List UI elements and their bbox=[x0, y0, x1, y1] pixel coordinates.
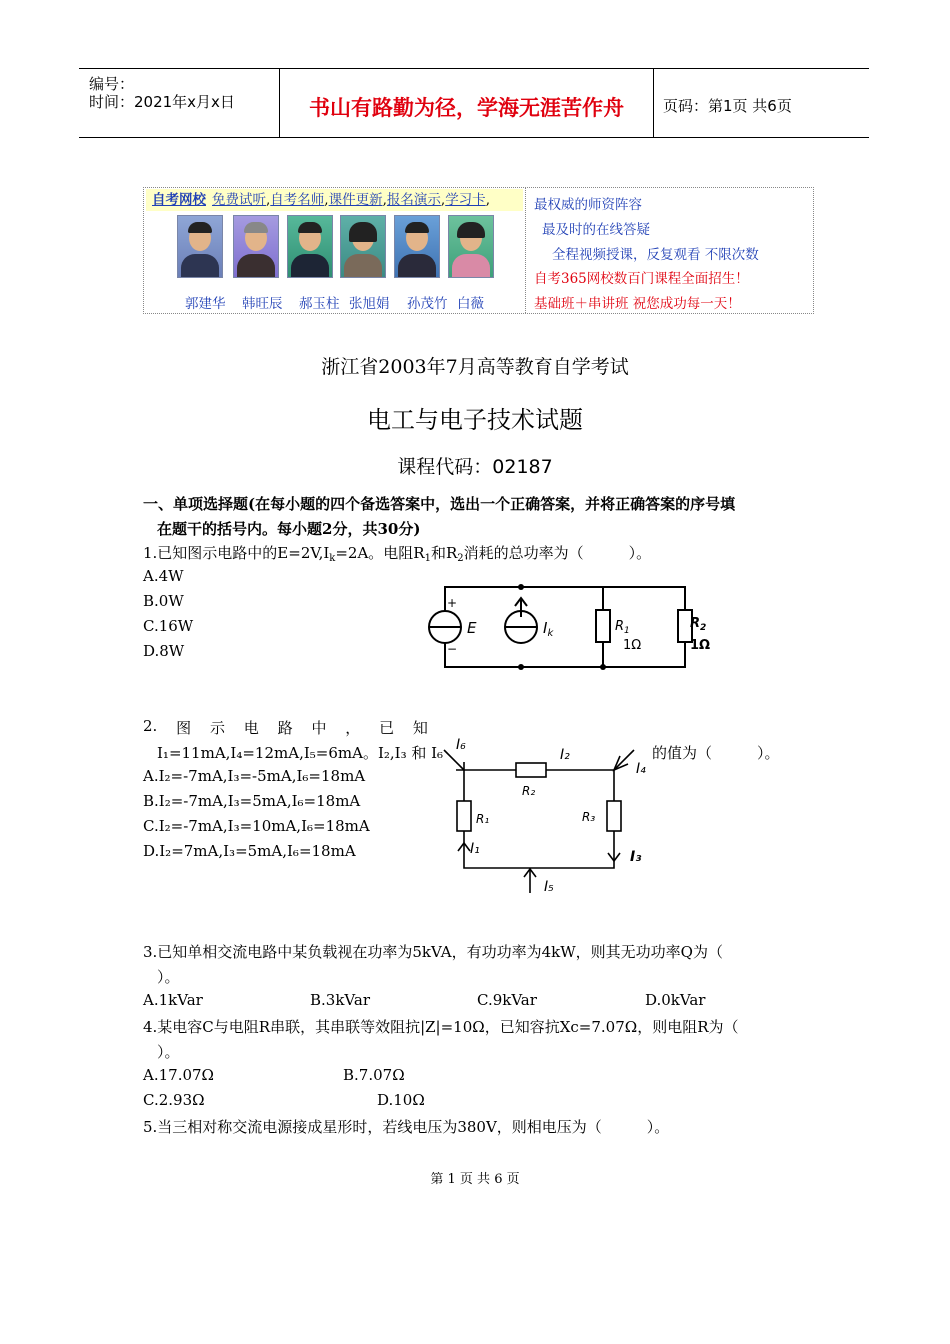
nav-link-updates[interactable]: 课件更新 bbox=[328, 192, 383, 208]
course-code: 课程代码：02187 bbox=[397, 456, 553, 478]
slogan: 全程视频授课，反复观看 不限次数 bbox=[552, 247, 759, 263]
teacher-name: 白薇 bbox=[457, 296, 484, 312]
r3-label: R₃ bbox=[582, 810, 596, 824]
i6-label: I₆ bbox=[456, 737, 466, 753]
motto: 书山有路勤为径，学海无涯苦作舟 bbox=[309, 96, 624, 120]
nav-link-teachers[interactable]: 自考名师 bbox=[270, 192, 325, 208]
slogan: 最权威的师资阵容 bbox=[534, 197, 642, 213]
q1-option-d: D.8W bbox=[143, 642, 185, 660]
r2-label: R₂ bbox=[522, 784, 536, 798]
q4-stem-line2: ）。 bbox=[157, 1043, 180, 1061]
i1-label: I₁ bbox=[470, 841, 480, 857]
q4-option-a: A.17.07Ω bbox=[143, 1066, 214, 1084]
q2-stem-line1: 2. 图 示 电 路 中 ， 已 知 bbox=[143, 717, 428, 737]
source-ik-label: $I_k$ bbox=[543, 619, 554, 639]
section-heading: 一、单项选择题(在每小题的四个备选答案中，选出一个正确答案，并将正确答案的序号填 bbox=[143, 495, 736, 513]
page-info: 页码：第1页 共6页 bbox=[663, 97, 792, 115]
teacher-name: 张旭娟 bbox=[349, 296, 390, 312]
teacher-name: 郝玉柱 bbox=[299, 296, 340, 312]
ad-banner bbox=[143, 187, 814, 314]
ad-brand-link[interactable]: 自考网校 bbox=[152, 192, 206, 208]
teacher-photo[interactable] bbox=[233, 215, 279, 278]
q2-stem-line2: I₁=11mA,I₄=12mA,I₅=6mA。I₂,I₃ 和 I₆ bbox=[157, 744, 444, 762]
ad-nav-bar: 自考网校 免费试听,自考名师,课件更新,报名演示,学习卡, bbox=[146, 189, 523, 211]
r2-value: 1Ω bbox=[690, 638, 711, 653]
teacher-name: 郭建华 bbox=[185, 296, 226, 312]
q1-option-b: B.0W bbox=[143, 592, 184, 610]
page-footer: 第 1 页 共 6 页 bbox=[430, 1172, 520, 1187]
number-label: 编号： bbox=[89, 75, 135, 93]
time-label: 时间：2021年x月x日 bbox=[89, 93, 235, 111]
teacher-photo[interactable] bbox=[177, 215, 223, 278]
minus-label: − bbox=[447, 642, 458, 656]
q2-circuit-diagram bbox=[430, 733, 650, 898]
header-right-cell bbox=[653, 69, 869, 137]
q2-option-d: D.I₂=7mA,I₃=5mA,I₆=18mA bbox=[143, 842, 356, 860]
r1-label: $R_1$ bbox=[615, 619, 630, 636]
r1-value: 1Ω bbox=[623, 638, 642, 653]
i5-label: I₅ bbox=[544, 879, 554, 895]
nav-link-signup-demo[interactable]: 报名演示 bbox=[386, 192, 441, 208]
q4-stem-line1: 4.某电容C与电阻R串联，其串联等效阻抗|Z|=10Ω，已知容抗Xc=7.07Ω，则电阻R为（ bbox=[143, 1018, 739, 1036]
q1-circuit-diagram bbox=[415, 575, 745, 675]
plus-label: + bbox=[447, 596, 458, 610]
header-left-cell bbox=[79, 69, 279, 137]
r2-label: $R_2$ bbox=[690, 616, 707, 633]
paper-title: 电工与电子技术试题 bbox=[367, 406, 583, 434]
q4-option-b: B.7.07Ω bbox=[343, 1066, 405, 1084]
q3-option-c: C.9kVar bbox=[477, 991, 537, 1009]
teacher-name: 孙茂竹 bbox=[407, 296, 448, 312]
i2-label: I₂ bbox=[560, 747, 570, 763]
q3-stem-line1: 3.已知单相交流电路中某负载视在功率为5kVA，有功功率为4kW，则其无功功率Q为（ bbox=[143, 943, 723, 961]
page-header bbox=[79, 68, 869, 138]
section-heading-cont: 在题干的括号内。每小题2分，共30分) bbox=[157, 520, 421, 538]
q2-stem-tail: 的值为（ ）。 bbox=[652, 744, 780, 762]
q1-option-a: A.4W bbox=[143, 567, 184, 585]
q1-stem: 1.已知图示电路中的$E=2V,I_k=2A$。电阻$R_1$和$R_2$消耗的总功率为（ ）。 bbox=[143, 544, 652, 564]
q3-option-b: B.3kVar bbox=[310, 991, 370, 1009]
teacher-photo[interactable] bbox=[448, 215, 494, 278]
r1-label: R₁ bbox=[476, 812, 490, 826]
q3-stem-line2: ）。 bbox=[157, 968, 180, 986]
q2-option-b: B.I₂=-7mA,I₃=5mA,I₆=18mA bbox=[143, 792, 361, 810]
source-e-label: E bbox=[467, 619, 477, 637]
teacher-photo[interactable] bbox=[340, 215, 386, 278]
slogan: 最及时的在线答疑 bbox=[542, 222, 650, 238]
q3-option-a: A.1kVar bbox=[143, 991, 203, 1009]
slogan: 基础班＋串讲班 祝您成功每一天！ bbox=[534, 296, 741, 312]
q4-option-c: C.2.93Ω bbox=[143, 1091, 205, 1109]
q5-stem: 5.当三相对称交流电源接成星形时，若线电压为380V，则相电压为（ ）。 bbox=[143, 1118, 670, 1136]
teacher-photo[interactable] bbox=[287, 215, 333, 278]
exam-title: 浙江省2003年7月高等教育自学考试 bbox=[321, 356, 629, 378]
q1-option-c: C.16W bbox=[143, 617, 194, 635]
ad-left-panel bbox=[144, 188, 526, 313]
slogan: 自考365网校数百门课程全面招生！ bbox=[534, 271, 749, 287]
teacher-photo[interactable] bbox=[394, 215, 440, 278]
i4-label: I₄ bbox=[636, 761, 646, 777]
i3-label: I₃ bbox=[630, 849, 642, 865]
q2-option-a: A.I₂=-7mA,I₃=-5mA,I₆=18mA bbox=[143, 767, 366, 785]
q3-option-d: D.0kVar bbox=[645, 991, 706, 1009]
q4-option-d: D.10Ω bbox=[377, 1091, 425, 1109]
nav-link-study-card[interactable]: 学习卡 bbox=[445, 192, 486, 208]
nav-link-free-trial[interactable]: 免费试听 bbox=[212, 192, 266, 208]
header-motto-cell bbox=[279, 69, 654, 137]
q2-option-c: C.I₂=-7mA,I₃=10mA,I₆=18mA bbox=[143, 817, 370, 835]
teacher-name: 韩旺辰 bbox=[242, 296, 283, 312]
